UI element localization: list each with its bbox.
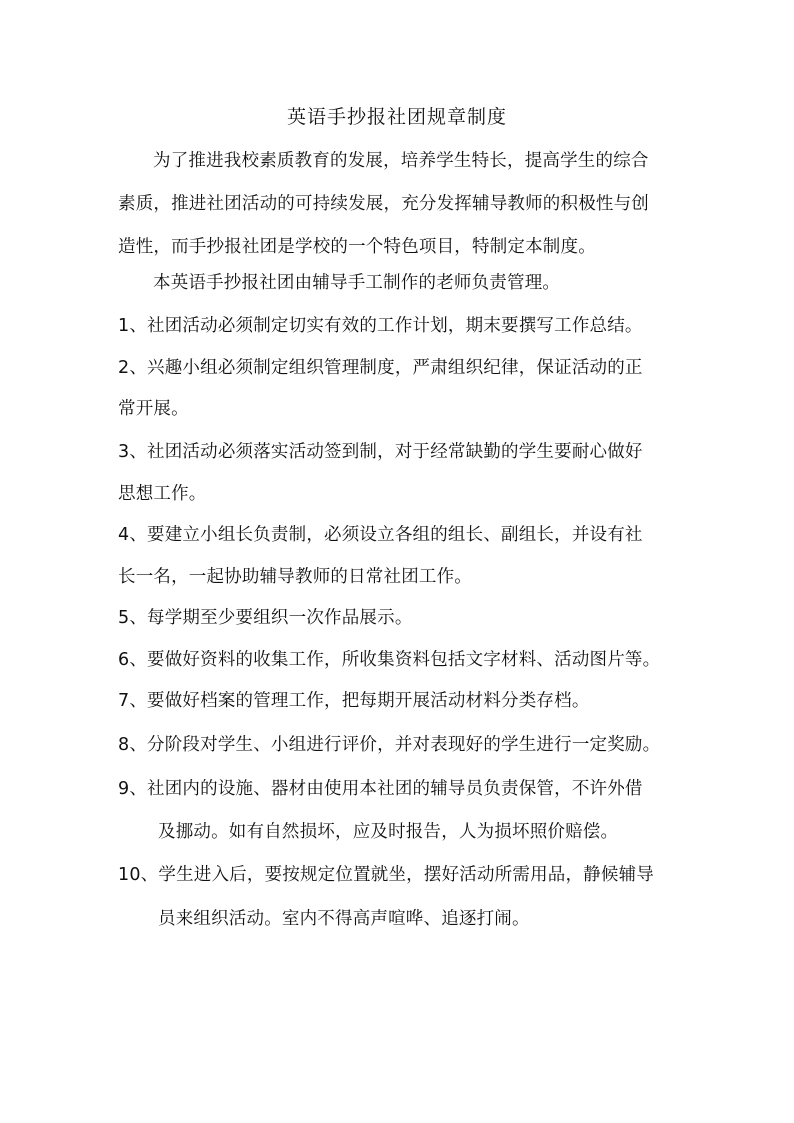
rule-2-line-1: 2、兴趣小组必须制定组织管理制度，严肃组织纪律，保证活动的正 [118, 358, 643, 378]
rule-5: 5、每学期至少要组织一次作品展示。 [118, 608, 413, 628]
rule-7: 7、要做好档案的管理工作，把每期开展活动材料分类存档。 [118, 691, 590, 711]
rule-3-line-2: 思想工作。 [118, 484, 207, 504]
rule-1: 1、社团活动必须制定切实有效的工作计划，期末要撰写工作总结。 [118, 316, 643, 336]
rule-10-line-1: 10、学生进入后，要按规定位置就坐，摆好活动所需用品，静候辅导 [118, 865, 654, 885]
management-paragraph: 本英语手抄报社团由辅导手工制作的老师负责管理。 [153, 273, 561, 293]
rule-2-line-2: 常开展。 [118, 399, 189, 419]
rule-4-line-2: 长一名，一起协助辅导教师的日常社团工作。 [118, 567, 472, 587]
intro-line-1: 为了推进我校素质教育的发展，培养学生特长，提高学生的综合 [153, 151, 649, 171]
intro-line-3: 造性，而手抄报社团是学校的一个特色项目，特制定本制度。 [118, 237, 596, 257]
rule-9-line-1: 9、社团内的设施、器材由使用本社团的辅导员负责保管，不许外借 [118, 779, 643, 799]
rule-9-line-2: 及挪动。如有自然损坏，应及时报告，人为损坏照价赔偿。 [158, 822, 619, 842]
rule-3-line-1: 3、社团活动必须落实活动签到制，对于经常缺勤的学生要耐心做好 [118, 442, 643, 462]
rule-4-line-1: 4、要建立小组长负责制，必须设立各组的组长、副组长，并设有社 [118, 525, 643, 545]
rule-8: 8、分阶段对学生、小组进行评价，并对表现好的学生进行一定奖励。 [118, 735, 661, 755]
intro-line-2: 素质，推进社团活动的可持续发展，充分发挥辅导教师的积极性与创 [118, 194, 649, 214]
rule-10-line-2: 员来组织活动。室内不得高声喧哗、追逐打闹。 [158, 909, 530, 929]
document-title: 英语手抄报社团规章制度 [286, 106, 507, 128]
rule-6: 6、要做好资料的收集工作，所收集资料包括文字材料、活动图片等。 [118, 650, 661, 670]
